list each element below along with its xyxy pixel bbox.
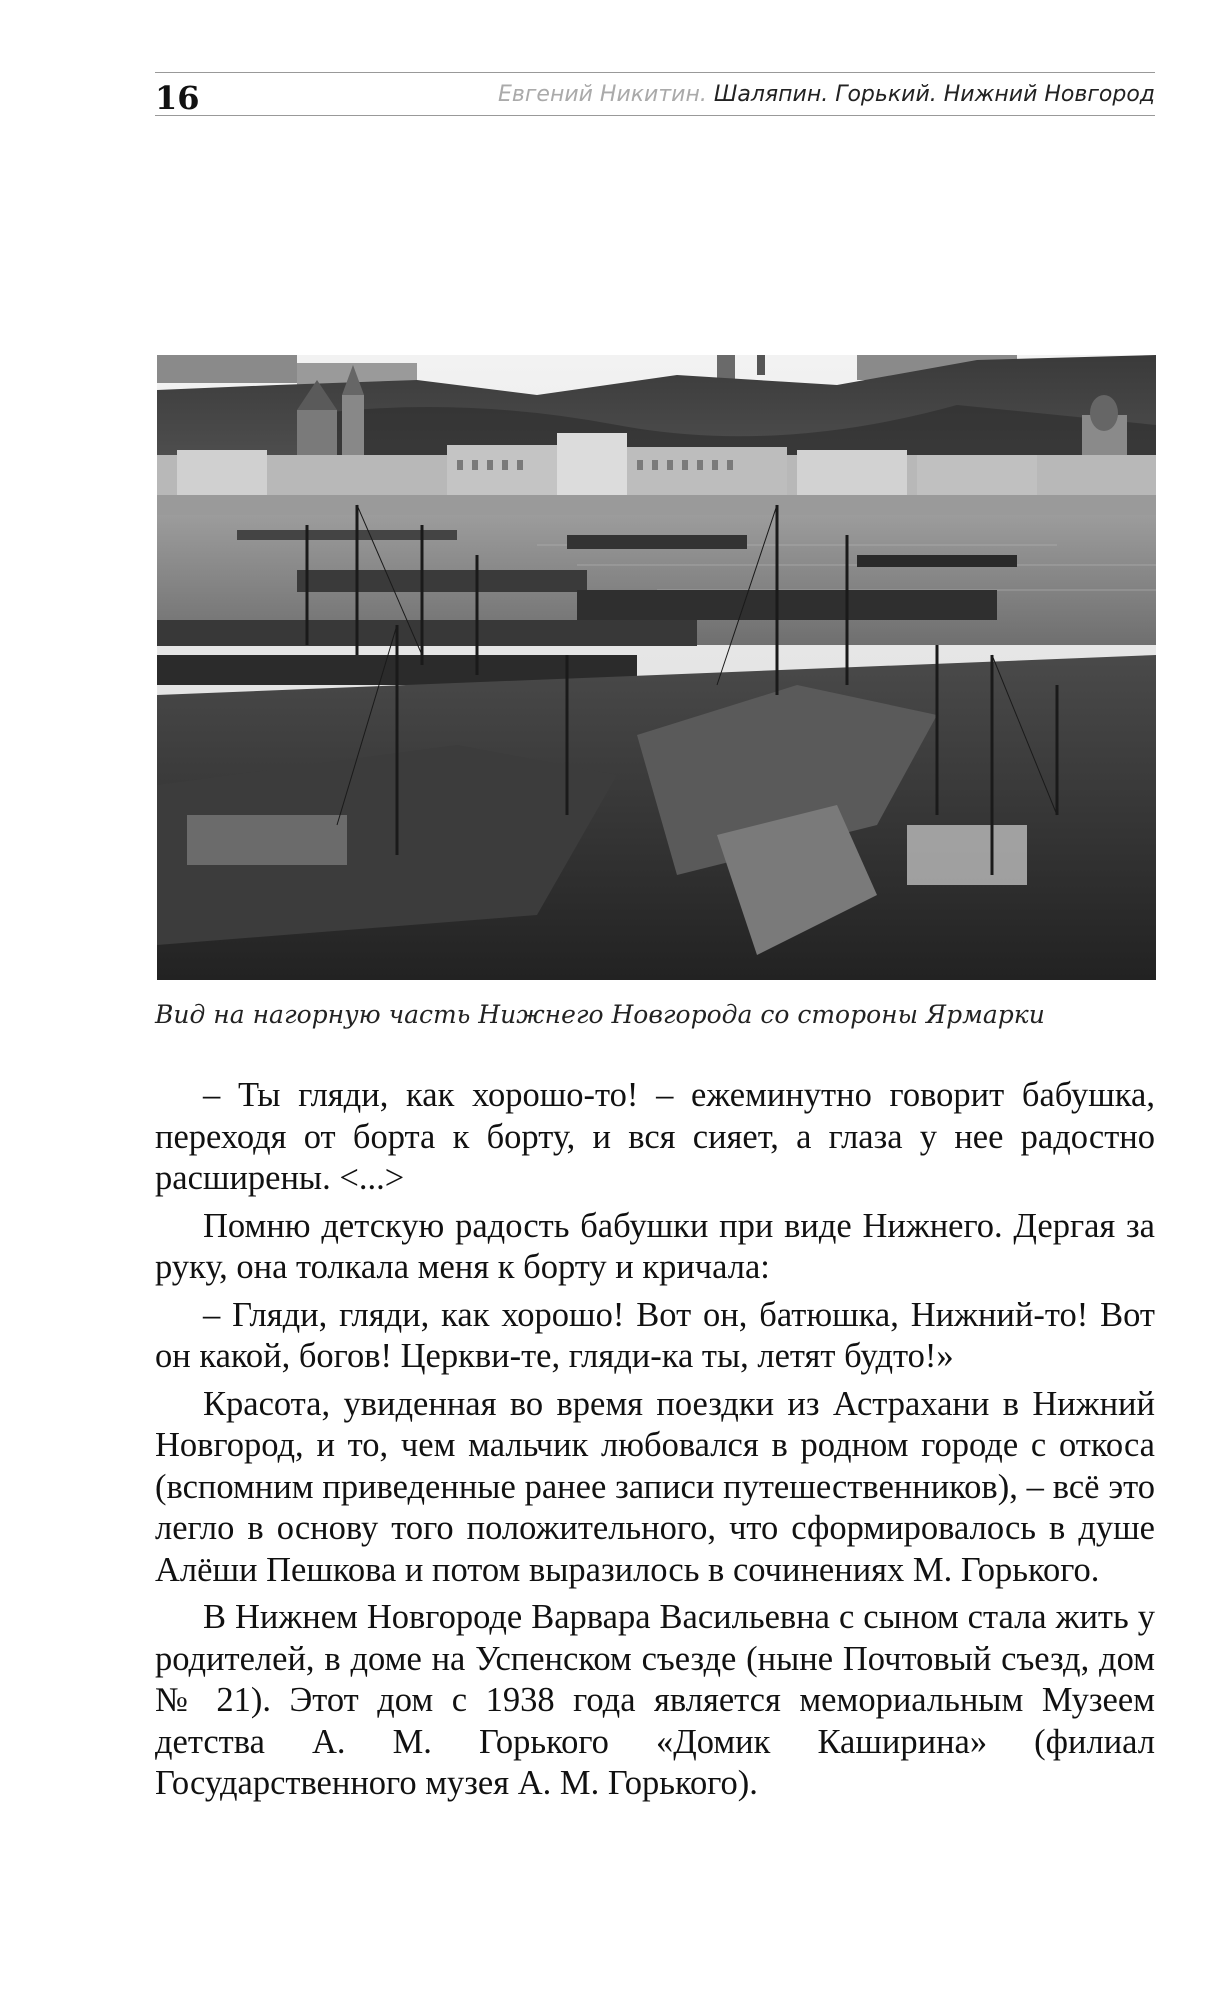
running-header: [155, 72, 1155, 116]
running-author: Евгений Никитин.: [498, 82, 707, 107]
running-title: [498, 82, 1155, 107]
page-number: 16: [155, 79, 200, 117]
historical-photo: [157, 355, 1156, 980]
body-text: [155, 1075, 1155, 1811]
paragraph: – Ты гляди, как хорошо-то! – ежеминутно говорит бабушка, переходя от борта к борту, и вся сияет, а глаза у нее радостно расширены. <...>: [155, 1076, 1155, 1197]
paragraph: – Гляди, гляди, как хорошо! Вот он, батюшка, Нижний-то! Вот он какой, богов! Церкви-те, гляди-ка ты, летят будто!»: [155, 1295, 1155, 1375]
figure-caption: Вид на нагорную часть Нижнего Новгорода со стороны Ярмарки: [155, 1000, 1045, 1029]
running-book-title: Шаляпин. Горький. Нижний Новгород: [713, 82, 1155, 107]
paragraph: В Нижнем Новгороде Варвара Васильевна с сыном стала жить у родителей, в доме на Успенском съезде (ныне Почтовый съезд, дом № 21). Этот дом с 1938 года является мемориальным Музеем детства А. М. Горького «Домик Каширина» (филиал Государственного музея А. М. Горького).: [155, 1598, 1155, 1802]
paragraph: Помню детскую радость бабушки при виде Нижнего. Дергая за руку, она толкала меня к борту и кричала:: [155, 1206, 1155, 1286]
paragraph: Красота, увиденная во время поездки из Астрахани в Нижний Новгород, и то, чем мальчик любовался в родном городе с откоса (вспомним приведенные ранее записи путешественников), – всё это легло в основу того положительного, что сформировалось в душе Алёши Пешкова и потом выразилось в сочинениях М. Горького.: [155, 1384, 1155, 1589]
